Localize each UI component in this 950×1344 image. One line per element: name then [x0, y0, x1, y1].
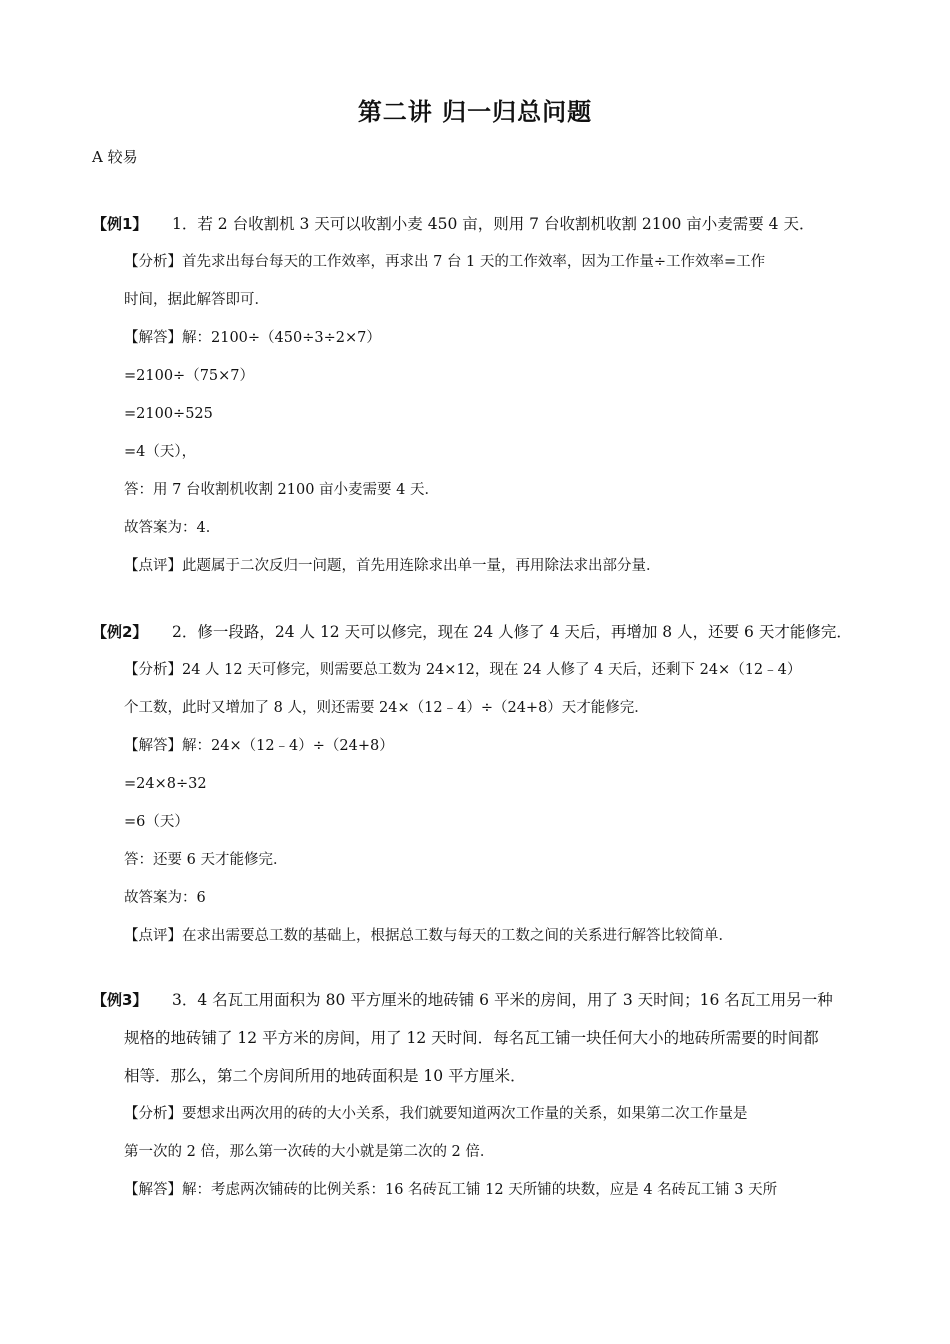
answer-line: 答：用 7 台收割机收割 2100 亩小麦需要 4 天． [124, 482, 440, 498]
analysis-line: 【分析】要想求出两次用的砖的大小关系，我们就要知道两次工作量的关系，如果第二次工作量是 [124, 1106, 748, 1122]
solution-line: =2100÷（75×7） [124, 368, 255, 384]
example-tag: 【例2】 [92, 623, 148, 641]
final-answer: 故答案为：4． [124, 520, 221, 536]
question-text: 3．4 名瓦工用面积为 80 平方厘米的地砖铺 6 平米的房间，用了 3 天时间；16 名瓦工用另一种 [172, 991, 833, 1009]
question-1 [92, 205, 862, 243]
comment-line: 【点评】此题属于二次反归一问题，首先用连除求出单一量，再用除法求出部分量． [124, 558, 661, 574]
difficulty-level: A 较易 [92, 148, 138, 166]
final-answer: 故答案为：6 [124, 890, 206, 906]
solution-line: 【解答】解：2100÷（450÷3÷2×7） [124, 330, 381, 346]
question-text: 1．若 2 台收割机 3 天可以收割小麦 450 亩，则用 7 台收割机收割 2100 亩小麦需要 4 天． [172, 215, 815, 233]
analysis-line: 【分析】24 人 12 天可修完，则需要总工数为 24×12，现在 24 人修了 4 天后，还剩下 24×（12﹣4） [124, 662, 802, 678]
answer-line: 答：还要 6 天才能修完． [124, 852, 288, 868]
solution-line: =24×8÷32 [124, 776, 207, 792]
analysis-line: 个工数，此时又增加了 8 人，则还需要 24×（12﹣4）÷（24+8）天才能修完． [124, 700, 649, 716]
page-title: 第二讲 归一归总问题 [357, 98, 593, 126]
question-text: 规格的地砖铺了 12 平方米的房间，用了 12 天时间．每名瓦工铺一块任何大小的地砖所需要的时间都 [124, 1029, 819, 1047]
question-3 [92, 981, 862, 1019]
solution-line: =2100÷525 [124, 406, 213, 422]
example-2 [92, 613, 862, 955]
analysis-line: 【分析】首先求出每台每天的工作效率，再求出 7 台 1 天的工作效率，因为工作量÷工作效率=工作 [124, 254, 766, 270]
question-text: 相等．那么，第二个房间所用的地砖面积是 10 平方厘米． [124, 1067, 526, 1085]
example-1 [92, 205, 862, 585]
question-2 [92, 613, 862, 651]
analysis-line: 时间，据此解答即可． [124, 292, 269, 308]
example-tag: 【例3】 [92, 991, 148, 1009]
solution-line: 【解答】解：考虑两次铺砖的比例关系：16 名砖瓦工铺 12 天所铺的块数，应是 4 名砖瓦工铺 3 天所 [124, 1182, 778, 1198]
solution-line: 【解答】解：24×（12﹣4）÷（24+8） [124, 738, 394, 754]
example-3 [92, 981, 862, 1209]
question-text: 2．修一段路，24 人 12 天可以修完，现在 24 人修了 4 天后，再增加 8 人，还要 6 天才能修完． [172, 623, 852, 641]
solution-line: =6（天） [124, 814, 189, 830]
analysis-line: 第一次的 2 倍，那么第一次砖的大小就是第二次的 2 倍． [124, 1144, 495, 1160]
solution-line: =4（天）， [124, 444, 197, 460]
comment-line: 【点评】在求出需要总工数的基础上，根据总工数与每天的工数之间的关系进行解答比较简单． [124, 928, 733, 944]
example-tag: 【例1】 [92, 215, 148, 233]
